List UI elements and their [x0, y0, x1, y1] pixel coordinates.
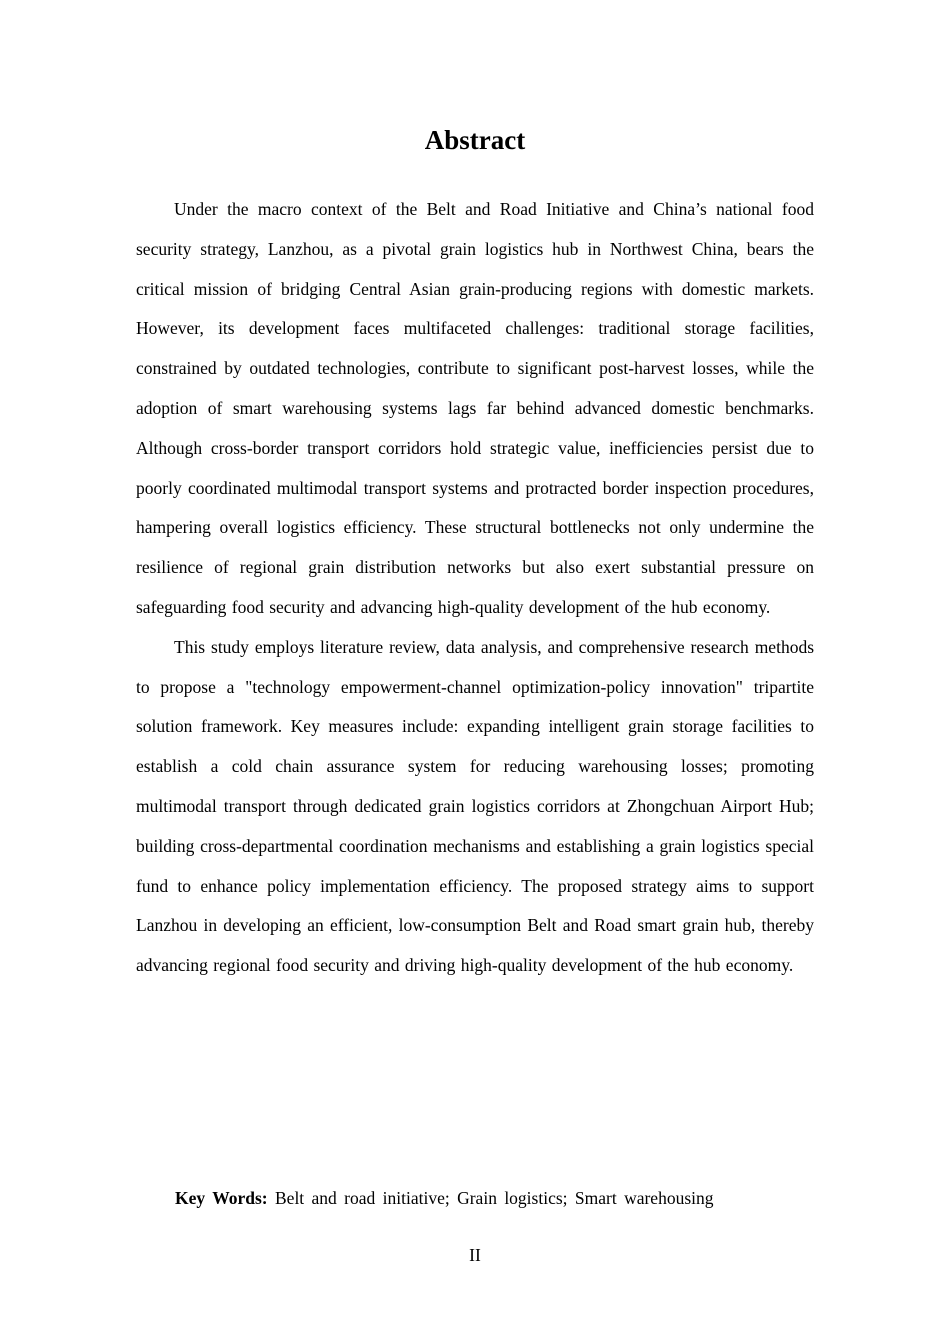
keywords-line [175, 1180, 815, 1216]
abstract-paragraph-2: This study employs literature review, data analysis, and comprehensive research methods to propose a "technology empowerment-channel optimization-policy innovation" tripartite solution framework. Key measures include: expanding intelligent grain storage facilities to establish a cold chain assurance system for reducing warehousing losses; promoting multimodal transport through dedicated grain logistics corridors at Zhongchuan Airport Hub; building cross-departmental coordination mechanisms and establishing a grain logistics special fund to enhance policy implementation efficiency. The proposed strategy aims to support Lanzhou in developing an efficient, low-consumption Belt and Road smart grain hub, thereby advancing regional food security and driving high-quality development of the hub economy. [136, 636, 814, 976]
keywords-text: Belt and road initiative; Grain logistics; Smart warehousing [275, 1188, 714, 1208]
page-number: II [469, 1245, 481, 1265]
abstract-paragraph-1: Under the macro context of the Belt and Road Initiative and China’s national food security strategy, Lanzhou, as a pivotal grain logistics hub in Northwest China, bears the critical mission of bridging Central Asian grain-producing regions with domestic markets. However, its development faces multifaceted challenges: traditional storage facilities, constrained by outdated technologies, contribute to significant post-harvest losses, while the adoption of smart warehousing systems lags far behind advanced domestic benchmarks. Although cross-border transport corridors hold strategic value, inefficiencies persist due to poorly coordinated multimodal transport systems and protracted border inspection procedures, hampering overall logistics efficiency. These structural bottlenecks not only undermine the resilience of regional grain distribution networks but also exert substantial pressure on safeguarding food security and advancing high-quality development of the hub economy. [136, 199, 814, 617]
page-title: Abstract [424, 125, 526, 155]
keywords-label: Key Words: [175, 1188, 268, 1208]
abstract-body [136, 190, 814, 986]
